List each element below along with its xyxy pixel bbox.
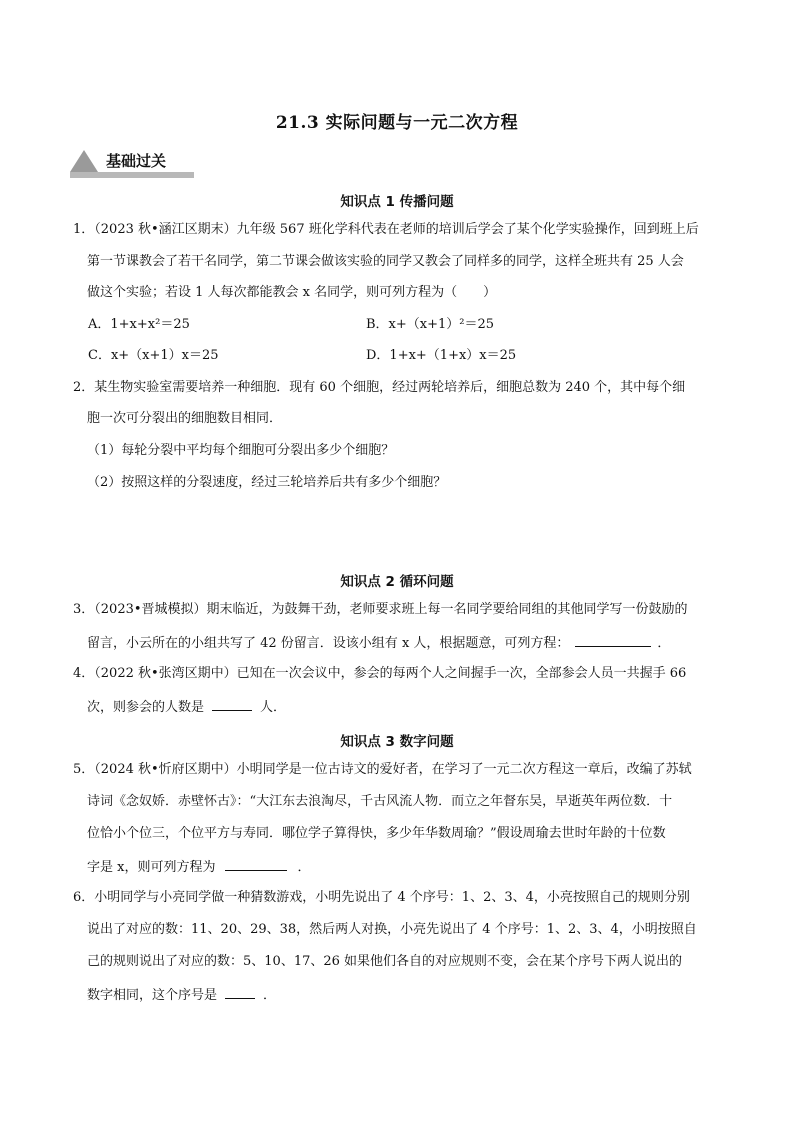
q1-option-c: C．x+（x+1）x＝25 [88,348,219,363]
q1-option-b: B．x+（x+1）²＝25 [366,317,495,332]
section-heading-2: 知识点 2 循环问题 [340,574,454,590]
q6-line4: 数字相同，这个序号是 [87,988,218,1003]
q5-end: ． [297,860,311,875]
q1-line3: 做这个实验；若设 1 人每次都能教会 x 名同学，则可列方程为（ ） [87,285,497,300]
q6-line4-row [87,986,276,1004]
page-title: 21.3 实际问题与一元二次方程 [275,113,519,133]
q3-line2-row [87,634,670,652]
q1-option-d: D．1+x+（1+x）x＝25 [366,348,517,363]
q6-line2: 说出了对应的数：11、20、29、38，然后两人对换，小亮先说出了 4 个序号：1、2、3、4，小明按照自 [87,922,697,937]
q1-line2: 第一节课教会了若干名同学，第二节课会做该实验的同学又教会了同样多的同学，这样全班共有 25 人会 [87,254,684,269]
q6-line3: 己的规则说出了对应的数：5、10、17、26 如果他们各自的对应规则不变，会在某个序号下两人说出的 [87,954,683,969]
section-banner [70,150,210,178]
q5-line4: 字是 x，则可列方程为 [87,860,216,875]
q5-line4-row [87,858,310,876]
q1-option-a: A．1+x+x²＝25 [88,317,190,332]
q2-line2: 胞一次可分裂出的细胞数目相同． [87,411,283,426]
q5-line1: 5．（2024 秋•忻府区期中）小明同学是一位古诗文的爱好者，在学习了一元二次方程这一章后，改编了苏轼 [73,762,692,777]
q5-line2: 诗词《念奴娇．赤壁怀古》：“大江东去浪淘尽，千古风流人物．而立之年督东吴，早逝英年两位数．十 [87,794,673,809]
q5-line3: 位恰小个位三，个位平方与寿同．哪位学子算得快，多少年华数周瑜？”假设周瑜去世时年龄的十位数 [87,826,666,841]
q6-end: ． [263,988,277,1003]
section-heading-3: 知识点 3 数字问题 [340,734,454,750]
q4-line2-row [87,698,286,716]
q4-line1: 4．（2022 秋•张湾区期中）已知在一次会议中，参会的每两个人之间握手一次，全部参会人员一共握手 66 [73,666,687,681]
section-heading-1: 知识点 1 传播问题 [340,194,454,210]
banner-underline [70,172,194,178]
q2-line1: 2．某生物实验室需要培养一种细胞．现有 60 个细胞，经过两轮培养后，细胞总数为 240 个，其中每个细 [73,380,686,395]
q1-line1: 1．（2023 秋•涵江区期末）九年级 567 班化学科代表在老师的培训后学会了某个化学实验操作，回到班上后 [73,222,699,237]
q3-line2: 留言，小云所在的小组共写了 42 份留言．设该小组有 x 人，根据题意，可列方程： [87,636,570,651]
q5-answer-blank[interactable] [225,858,287,871]
q2-sub1: （1）每轮分裂中平均每个细胞可分裂出多少个细胞？ [87,443,395,458]
q3-answer-blank[interactable] [575,634,651,647]
q4-end: 人． [260,700,287,715]
banner-label: 基础过关 [106,152,167,170]
q3-line1: 3．（2023•晋城模拟）期末临近，为鼓舞干劲，老师要求班上每一名同学要给同组的其他同学写一份鼓励的 [73,602,688,617]
q2-sub2: （2）按照这样的分裂速度，经过三轮培养后共有多少个细胞？ [87,475,447,490]
q6-line1: 6．小明同学与小亮同学做一种猜数游戏，小明先说出了 4 个序号：1、2、3、4，小亮按照自己的规则分别 [73,890,690,905]
banner-triangle-icon [70,150,98,172]
q4-answer-blank[interactable] [212,698,252,711]
q3-end: ． [657,636,671,651]
q4-line2: 次，则参会的人数是 [87,700,205,715]
q6-answer-blank[interactable] [225,986,255,999]
